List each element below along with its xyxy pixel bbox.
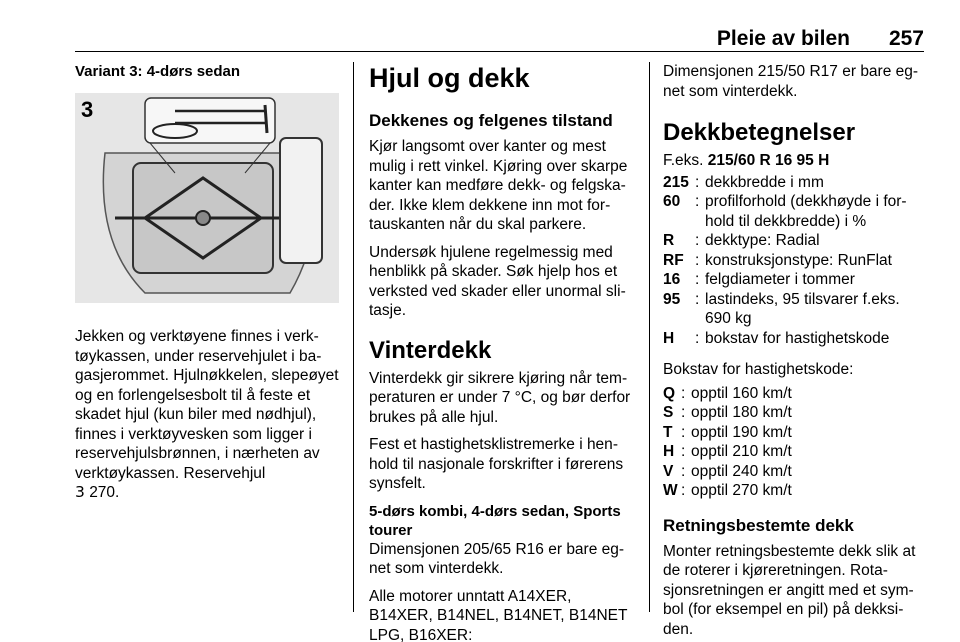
paragraph: Alle motorer unntatt A14XER, B14XER, B14NEL, B14NET, B14NET LPG, B16XER: <box>369 587 628 642</box>
list-item: H : opptil 210 km/t <box>663 443 792 460</box>
model-subheading: 5-dørs kombi, 4-dørs sedan, Sports tourer <box>369 502 621 539</box>
paragraph: Undersøk hjulene regelmessig med henblikk på skader. Søk hjelp hos et verksted ved skader eller unormal slitasje. <box>369 243 626 319</box>
speed-code-list <box>663 384 928 501</box>
list-item: 60 : profilforhold (dekkhøyde i forhold til dekkbredde) i % <box>663 193 907 230</box>
paragraph: Vinterdekk gir sikrere kjøring når temperaturen er under 7 °C, og bør derfor brukes på alle hjul. <box>369 369 631 426</box>
paragraph: Kjør langsomt over kanter og mest mulig i rett vinkel. Kjøring over skarpe kanter kan medføre dekk- og felgskader. Ikke klem dekkene inn mot fortauskanten når du skal parkere. <box>369 138 628 233</box>
tool-kit-drawing <box>75 93 339 303</box>
column-divider <box>353 62 354 612</box>
column-right <box>663 62 928 642</box>
tool-kit-text: Jekken og verktøyene finnes i verktøykassen, under reservehjulet i bagasjerommet. Hjulnøkkelen, slepeøyet og en forlengelsesbolt til å feste et skadet hjul (kun biler med nødhjul), finnes i verktøyvesken som ligger i reservehjulsbrønnen, i nærheten av verktøykassen. Reservehjul <box>75 328 339 482</box>
example-value: 215/60 R 16 95 H <box>707 152 830 169</box>
tool-kit-paragraph <box>75 327 343 503</box>
column-left <box>75 62 343 511</box>
variant-heading: Variant 3: 4-dørs sedan <box>75 63 241 80</box>
example-prefix: F.eks. <box>663 152 704 169</box>
list-item: V : opptil 240 km/t <box>663 462 792 480</box>
figure-number: 3 <box>81 97 94 122</box>
section-heading-designation: Dekkbetegnelser <box>663 119 856 146</box>
list-item: W : opptil 270 km/t <box>663 482 792 499</box>
header-rule <box>75 51 924 52</box>
page-header-title: Pleie av bilen <box>716 27 850 50</box>
column-middle <box>369 62 635 642</box>
section-heading-winter: Vinterdekk <box>369 336 492 364</box>
column-divider <box>649 62 650 612</box>
list-item: T : opptil 190 km/t <box>663 423 792 441</box>
section-heading-condition: Dekkenes og felgenes tilstand <box>369 111 613 130</box>
list-item: H : bokstav for hastighetskode <box>663 329 890 347</box>
page-reference-arrow-icon: 3 <box>75 483 85 501</box>
speed-intro: Bokstav for hastighetskode: <box>663 361 854 378</box>
section-heading-directional: Retningsbestemte dekk <box>663 515 854 535</box>
list-item: Q : opptil 160 km/t <box>663 384 792 402</box>
paragraph: Dimensjonen 215/50 R17 er bare egnet som vinterdekk. <box>663 63 919 100</box>
list-item: RF : konstruksjonstype: RunFlat <box>663 251 892 269</box>
page-number: 257 <box>888 27 924 50</box>
designation-list <box>663 173 928 349</box>
list-item: 95 : lastindeks, 95 tilsvarer f.eks. 690 kg <box>663 290 900 327</box>
list-item: R : dekktype: Radial <box>663 232 820 249</box>
paragraph: Dimensjonen 205/65 R16 er bare egnet som vinterdekk. <box>369 540 625 577</box>
list-item: S : opptil 180 km/t <box>663 404 792 421</box>
list-item: 215 : dekkbredde i mm <box>663 173 824 191</box>
page-reference: 270. <box>89 484 120 501</box>
example-line <box>663 151 928 171</box>
tool-kit-illustration <box>75 93 339 303</box>
paragraph: Monter retningsbestemte dekk slik at de roterer i kjøreretningen. Rotasjonsretningen er angitt med et symbol (for eksempel en pil) på dekksiden. <box>663 542 916 638</box>
paragraph: Fest et hastighetsklistremerke i henhold til nasjonale forskrifter i førerens synsfelt. <box>369 436 624 492</box>
chapter-title: Hjul og dekk <box>369 63 530 93</box>
list-item: 16 : felgdiameter i tommer <box>663 271 855 288</box>
